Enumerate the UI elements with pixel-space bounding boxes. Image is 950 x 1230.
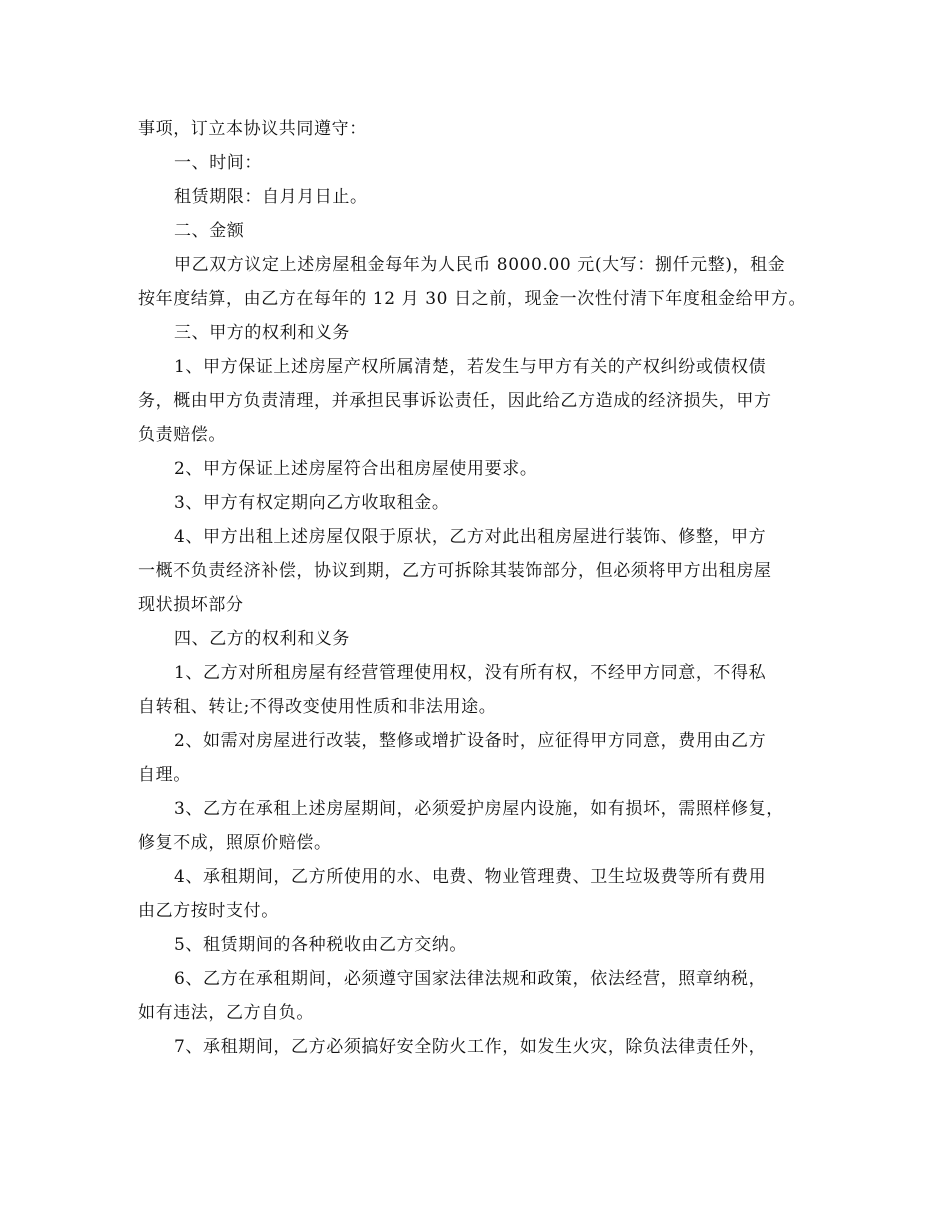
text-line: 负责赔偿。 <box>138 425 226 445</box>
text-line: 2、如需对房屋进行改装，整修或增扩设备时，应征得甲方同意，费用由乙方 <box>174 731 767 751</box>
text-line: 1、乙方对所租房屋有经营管理使用权，没有所有权，不经甲方同意，不得私 <box>174 663 767 683</box>
text-line: 4、承租期间，乙方所使用的水、电费、物业管理费、卫生垃圾费等所有费用 <box>174 867 767 887</box>
text-line: 务，概由甲方负责清理，并承担民事诉讼责任，因此给乙方造成的经济损失，甲方 <box>138 391 772 411</box>
text-line: 1、甲方保证上述房屋产权所属清楚，若发生与甲方有关的产权纠纷或债权债 <box>174 357 767 377</box>
text-line: 自转租、转让;不得改变使用性质和非法用途。 <box>138 697 497 717</box>
text-line: 自理。 <box>138 765 191 785</box>
text-line: 一概不负责经济补偿，协议到期，乙方可拆除其装饰部分，但必须将甲方出租房屋 <box>138 561 772 581</box>
text-line: 3、乙方在承租上述房屋期间，必须爱护房屋内设施，如有损坏，需照样修复， <box>174 799 784 819</box>
text-line: 租赁期限：自月月日止。 <box>174 187 368 207</box>
text-line: 7、承租期间，乙方必须搞好安全防火工作，如发生火灾，除负法律责任外， <box>174 1037 767 1057</box>
text-line: 5、租赁期间的各种税收由乙方交纳。 <box>174 935 468 955</box>
text-line: 按年度结算，由乙方在每年的 12 月 30 日之前，现金一次性付清下年度租金给甲方。 <box>138 289 807 309</box>
text-line: 现状损坏部分 <box>138 595 244 615</box>
text-line: 修复不成，照原价赔偿。 <box>138 833 332 853</box>
text-line: 6、乙方在承租期间，必须遵守国家法律法规和政策，依法经营，照章纳税， <box>174 969 767 989</box>
text-line: 甲乙双方议定上述房屋租金每年为人民币 8000.00 元(大写：捌仟元整)，租金 <box>174 255 786 275</box>
section-heading-amount: 二、金额 <box>174 221 245 241</box>
section-heading-party-b: 四、乙方的权利和义务 <box>174 629 350 649</box>
text-line: 3、甲方有权定期向乙方收取租金。 <box>174 493 450 513</box>
text-line: 如有违法，乙方自负。 <box>138 1003 314 1023</box>
text-line: 4、甲方出租上述房屋仅限于原状，乙方对此出租房屋进行装饰、修整，甲方 <box>174 527 767 547</box>
text-line: 由乙方按时支付。 <box>138 901 279 921</box>
section-heading-party-a: 三、甲方的权利和义务 <box>174 323 350 343</box>
text-line: 2、甲方保证上述房屋符合出租房屋使用要求。 <box>174 459 538 479</box>
text-line: 事项，订立本协议共同遵守： <box>138 119 367 139</box>
section-heading-time: 一、时间： <box>174 153 262 173</box>
